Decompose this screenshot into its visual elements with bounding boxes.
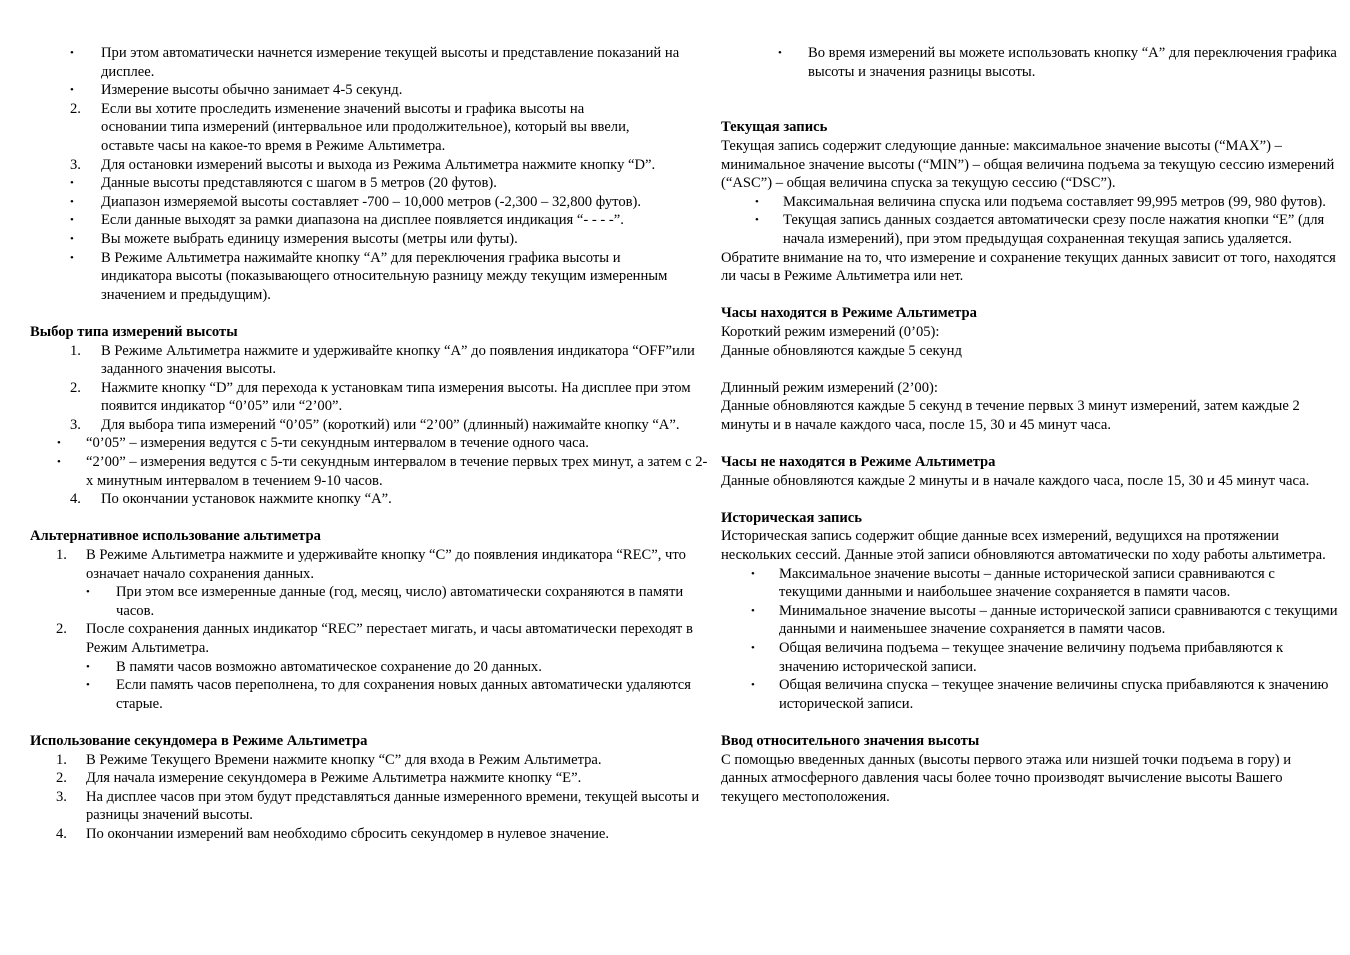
section-heading: Выбор типа измерений высоты xyxy=(30,323,238,340)
list-item xyxy=(30,453,710,490)
list-item xyxy=(30,174,710,193)
number-marker: 3. xyxy=(70,156,81,173)
list-item xyxy=(30,156,710,175)
number-marker: 2. xyxy=(56,621,67,638)
list-item-text: После сохранения данных индикатор “REC” перестает мигать, и часы автоматически переходят в Режим Альтиметра. xyxy=(86,621,693,656)
list-item xyxy=(721,211,1341,248)
paragraph: С помощью введенных данных (высоты первого этажа или низшей точки подъема в гору) и данных атмосферного давления часы более точно производят вычисление высоты Вашего текущего местоположения. xyxy=(721,751,1292,805)
bullet-marker: • xyxy=(70,47,74,59)
bullet-marker: • xyxy=(57,437,61,450)
list-item-text: По окончании измерений вам необходимо сбросить секундомер в нулевое значение. xyxy=(86,825,610,842)
bullet-marker: • xyxy=(86,660,90,673)
list-item xyxy=(30,788,710,825)
list-item-text: “0’05” – измерения ведутся с 5-ти секундным интервалом в течение одного часа. xyxy=(86,435,589,452)
number-marker: 3. xyxy=(56,788,67,805)
section-heading: Ввод относительного значения высоты xyxy=(721,732,980,749)
list-item xyxy=(30,342,710,379)
left-column xyxy=(30,44,710,844)
list-item-text: При этом все измеренные данные (год, месяц, число) автоматически сохраняются в памяти часов. xyxy=(116,584,684,619)
list-item xyxy=(30,751,710,770)
list-item xyxy=(721,639,1341,676)
list-item xyxy=(30,546,710,583)
list-item-text: В Режиме Текущего Времени нажмите кнопку “С” для входа в Режим Альтиметра. xyxy=(86,751,602,768)
number-marker: 2. xyxy=(56,770,67,787)
list-item xyxy=(30,211,710,230)
bullet-marker: • xyxy=(751,567,755,580)
list-item xyxy=(30,676,710,713)
mode-label: Короткий режим измерений (0’05): xyxy=(721,323,940,340)
list-item-text: Вы можете выбрать единицу измерения высоты (метры или футы). xyxy=(101,230,518,247)
section-heading: Часы находятся в Режиме Альтиметра xyxy=(721,305,977,322)
list-item xyxy=(30,379,710,416)
list-item-text: В памяти часов возможно автоматическое сохранение до 20 данных. xyxy=(116,658,542,675)
bullet-marker: • xyxy=(86,586,90,599)
bullet-marker: • xyxy=(751,642,755,654)
paragraph: Историческая запись содержит общие данные всех измерений, ведущихся на протяжении нескольких сессий. Данные этой записи обновляются автоматически по ходу работы альтиметра. xyxy=(721,528,1326,564)
number-marker: 2. xyxy=(70,100,81,117)
bullet-marker: • xyxy=(70,84,74,97)
list-item-text: Максимальное значение высоты – данные исторической записи сравниваются с текущими данными и наибольшее значение сохраняется в памяти часов. xyxy=(779,565,1275,601)
bullet-marker: • xyxy=(70,195,74,208)
list-item-text: В Режиме Альтиметра нажимайте кнопку “А” для переключения графика высоты и индикатора высоты (показывающего относительную разницу между текущим измеренным значением и предыдущим). xyxy=(101,249,668,303)
list-item xyxy=(30,416,710,435)
number-marker: 1. xyxy=(56,547,67,564)
paragraph: Текущая запись содержит следующие данные: максимальное значение высоты (“MAX”) – минимальное значение высоты (“MIN”) – общая величина подъема за текущую сессию измерений (“ASC”) – общая величина спуска за текущую сессию (“DSC”). xyxy=(721,137,1335,192)
number-marker: 3. xyxy=(70,416,81,433)
list-item-text: Для начала измерение секундомера в Режиме Альтиметра нажмите кнопку “Е”. xyxy=(86,770,582,787)
list-item xyxy=(30,490,710,509)
bullet-marker: • xyxy=(70,177,74,190)
list-item-text: Если вы хотите проследить изменение значений высоты и графика высоты на основании типа измерений (интервальное или продолжительное), который вы ввели, оставьте часы на какое-то время в Режиме Альтиметра. xyxy=(101,100,630,154)
bullet-marker: • xyxy=(70,232,74,245)
number-marker: 4. xyxy=(70,491,81,508)
list-item xyxy=(721,565,1341,602)
list-item-text: Текущая запись данных создается автоматически срезу после нажатия кнопки “Е” (для начала измерений), при этом предыдущая сохраненная текущая запись удаляется. xyxy=(783,212,1325,247)
list-item xyxy=(30,230,710,249)
list-item xyxy=(30,583,710,620)
bullet-marker: • xyxy=(70,214,74,227)
list-item-text: “2’00” – измерения ведутся с 5-ти секундным интервалом в течение первых трех минут, а затем с 2-х минутным интервалом в течением 9-10 часов. xyxy=(86,454,708,489)
list-item xyxy=(30,81,710,100)
list-item xyxy=(30,193,710,212)
list-item-text: Общая величина спуска – текущее значение величины спуска прибавляются к значению исторической записи. xyxy=(779,677,1329,712)
list-item-text: Общая величина подъема – текущее значение величину подъема прибавляются к значению исторической записи. xyxy=(779,640,1284,675)
list-item-text: Данные высоты представляются с шагом в 5 метров (20 футов). xyxy=(101,175,497,192)
list-item-text: В Режиме Альтиметра нажмите и удерживайте кнопку “С” до появления индикатора “REC”, что означает начало сохранения данных. xyxy=(86,547,686,582)
list-item xyxy=(30,434,710,453)
bullet-marker: • xyxy=(751,679,755,692)
list-item xyxy=(30,249,710,305)
section-heading: Использование секундомера в Режиме Альтиметра xyxy=(30,732,368,749)
section-heading: Часы не находятся в Режиме Альтиметра xyxy=(721,454,996,471)
list-item-text: В Режиме Альтиметра нажмите и удерживайте кнопку “А” до появления индикатора “OFF”или заданного значения высоты. xyxy=(101,342,695,378)
list-item-text: Измерение высоты обычно занимает 4-5 секунд. xyxy=(101,82,403,99)
bullet-marker: • xyxy=(57,456,61,469)
right-column xyxy=(721,44,1341,806)
bullet-marker: • xyxy=(751,604,755,617)
section-heading: Историческая запись xyxy=(721,509,862,526)
list-item xyxy=(30,44,710,81)
list-item-text: При этом автоматически начнется измерение текущей высоты и представление показаний на дисплее. xyxy=(101,45,680,80)
section-heading: Текущая запись xyxy=(721,119,828,136)
list-item xyxy=(30,769,710,788)
paragraph: Данные обновляются каждые 2 минуты и в начале каждого часа, после 15, 30 и 45 минут часа. xyxy=(721,472,1310,489)
number-marker: 2. xyxy=(70,379,81,396)
list-item xyxy=(721,193,1341,212)
bullet-marker: • xyxy=(70,251,74,264)
number-marker: 4. xyxy=(56,825,67,842)
list-item xyxy=(30,100,710,156)
list-item-text: Диапазон измеряемой высоты составляет -700 – 10,000 метров (-2,300 – 32,800 футов). xyxy=(101,193,642,210)
list-item-text: Максимальная величина спуска или подъема составляет 99,995 метров (99, 980 футов). xyxy=(783,193,1326,210)
list-item xyxy=(30,620,710,657)
list-item-text: На дисплее часов при этом будут представляться данные измеренного времени, текущей высоты и разницы значений высоты. xyxy=(86,788,700,824)
number-marker: 1. xyxy=(56,751,67,768)
list-item xyxy=(721,602,1341,639)
number-marker: 1. xyxy=(70,342,81,359)
bullet-marker: • xyxy=(755,195,759,208)
paragraph: Данные обновляются каждые 5 секунд xyxy=(721,342,962,359)
list-item-text: Для остановки измерений высоты и выхода из Режима Альтиметра нажмите кнопку “D”. xyxy=(101,156,656,173)
paragraph: Данные обновляются каждые 5 секунд в течение первых 3 минут измерений, затем каждые 2 минуты и в начале каждого часа, после 15, 30 и 45 минут часа. xyxy=(721,398,1300,433)
list-item-text: Минимальное значение высоты – данные исторической записи сравниваются с текущими данными и наименьшее значение сохраняется в памяти часов. xyxy=(779,602,1338,638)
list-item-text: Если данные выходят за рамки диапазона на дисплее появляется индикация “- - - -”. xyxy=(101,212,624,229)
list-item-text: Для выбора типа измерений “0’05” (короткий) или “2’00” (длинный) нажимайте кнопку “А”. xyxy=(101,416,680,433)
list-item-text: Нажмите кнопку “D” для перехода к установкам типа измерения высоты. На дисплее при этом появится индикатор “0’05” или “2’00”. xyxy=(101,379,691,415)
list-item xyxy=(30,658,710,677)
bullet-marker: • xyxy=(778,47,782,59)
list-item-text: Во время измерений вы можете использовать кнопку “А” для переключения графика высоты и значения разницы высоты. xyxy=(808,45,1337,80)
section-heading: Альтернативное использование альтиметра xyxy=(30,528,321,545)
bullet-marker: • xyxy=(755,214,759,227)
list-item xyxy=(721,676,1341,713)
list-item xyxy=(30,825,710,844)
list-item-text: Если память часов переполнена, то для сохранения новых данных автоматически удаляются старые. xyxy=(116,677,691,712)
list-item xyxy=(721,44,1341,81)
paragraph: Обратите внимание на то, что измерение и сохранение текущих данных зависит от того, находятся ли часы в Режиме Альтиметра или нет. xyxy=(721,249,1336,285)
mode-label: Длинный режим измерений (2’00): xyxy=(721,379,938,396)
bullet-marker: • xyxy=(86,679,90,692)
list-item-text: По окончании установок нажмите кнопку “А”. xyxy=(101,491,392,508)
